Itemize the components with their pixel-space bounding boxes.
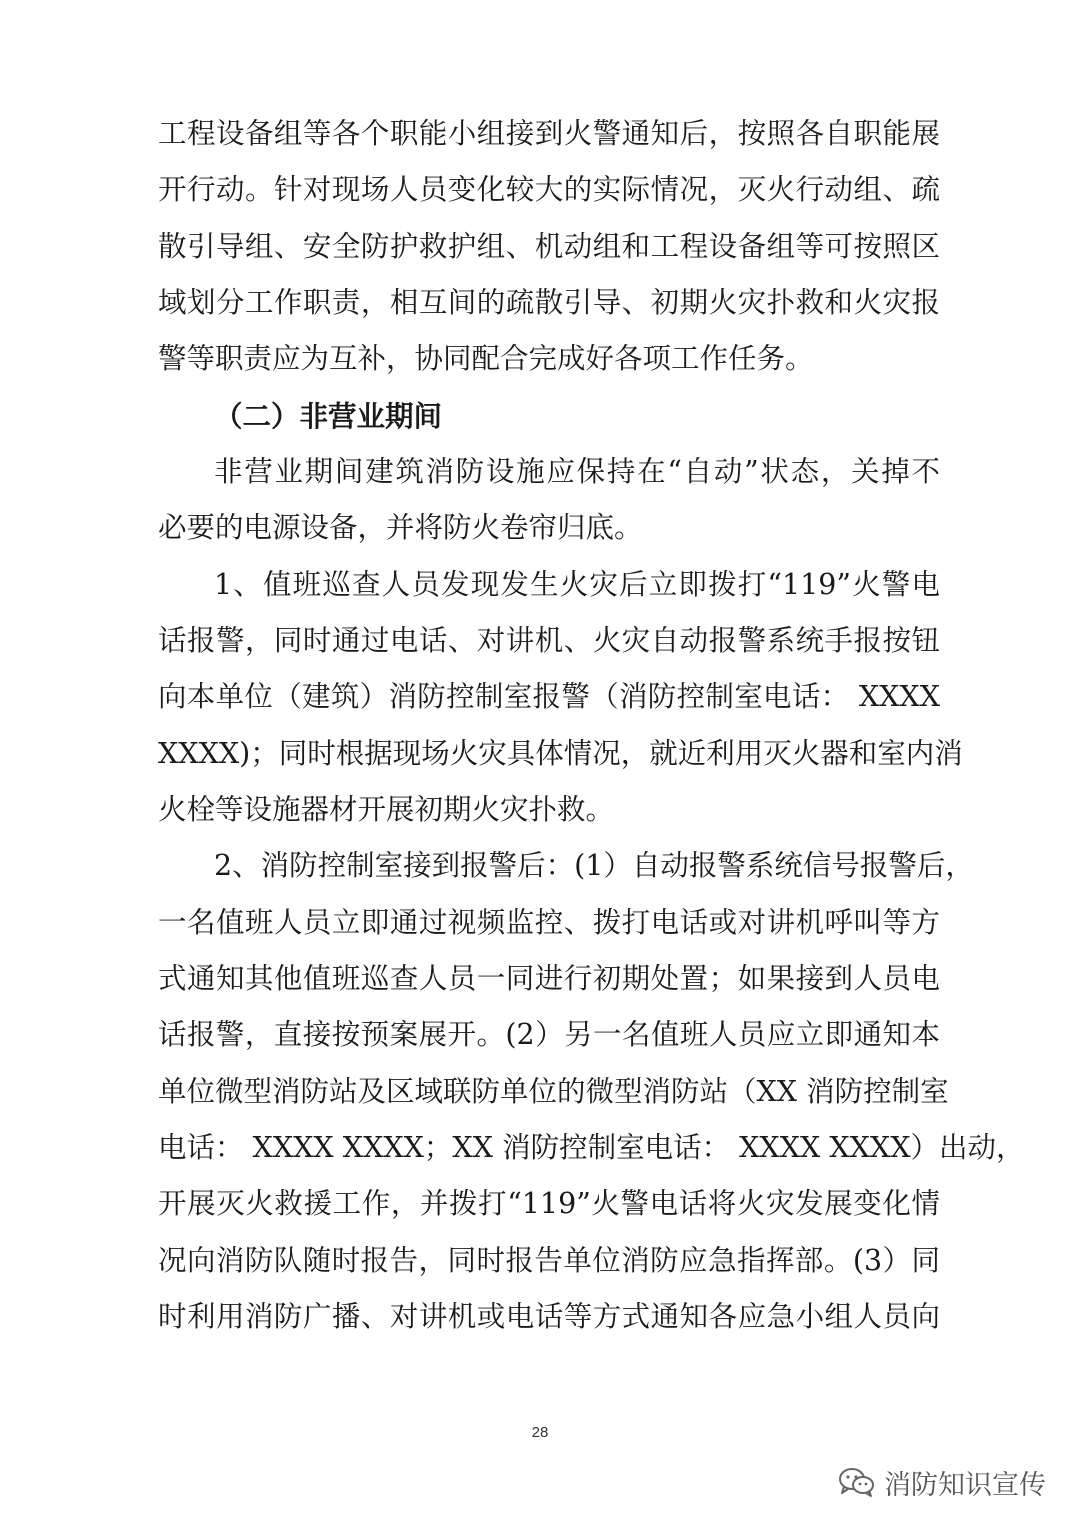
body-line: 电话： XXXX XXXX；XX 消防控制室电话： XXXX XXXX）出动， — [158, 1131, 1025, 1164]
body-line: 单位微型消防站及区域联防单位的微型消防站（XX 消防控制室 — [158, 1075, 949, 1108]
page-number: 28 — [531, 1424, 549, 1441]
body-line: 工程设备组等各个职能小组接到火警通知后，按照各自职能展 — [158, 117, 940, 150]
body-line: 警等职责应为互补，协同配合完成好各项工作任务。 — [158, 342, 814, 375]
watermark — [838, 1462, 1046, 1502]
body-line: 非营业期间建筑消防设施应保持在“自动”状态，关掉不 — [214, 455, 940, 488]
body-line: 开行动。针对现场人员变化较大的实际情况，灭火行动组、疏 — [158, 173, 940, 206]
body-line: 式通知其他值班巡查人员一同进行初期处置；如果接到人员电 — [158, 962, 940, 995]
wechat-icon — [838, 1466, 876, 1498]
body-line: 开展灭火救援工作，并拨打“119”火警电话将火灾发展变化情 — [158, 1187, 940, 1220]
body-line: 一名值班人员立即通过视频监控、拨打电话或对讲机呼叫等方 — [158, 906, 940, 939]
body-line: XXXX)；同时根据现场火灾具体情况，就近利用灭火器和室内消 — [158, 737, 963, 770]
body-line: 2、消防控制室接到报警后：(1）自动报警系统信号报警后， — [214, 849, 974, 882]
body-line: 时利用消防广播、对讲机或电话等方式通知各应急小组人员向 — [158, 1300, 940, 1333]
body-line: 火栓等设施器材开展初期火灾扑救。 — [158, 793, 615, 826]
body-line: 1、值班巡查人员发现发生火灾后立即拨打“119”火警电 — [214, 568, 940, 601]
body-line: 向本单位（建筑）消防控制室报警（消防控制室电话： XXXX — [158, 680, 940, 713]
body-line: 散引导组、安全防护救护组、机动组和工程设备组等可按照区 — [158, 230, 940, 263]
section-heading: （二）非营业期间 — [214, 399, 443, 433]
body-line: 况向消防队随时报告，同时报告单位消防应急指挥部。(3）同 — [158, 1244, 940, 1277]
watermark-text: 消防知识宣传 — [884, 1469, 1046, 1501]
body-line: 话报警，同时通过电话、对讲机、火灾自动报警系统手报按钮 — [158, 624, 940, 657]
body-line: 必要的电源设备，并将防火卷帘归底。 — [158, 511, 643, 544]
body-line: 话报警，直接按预案展开。(2）另一名值班人员应立即通知本 — [158, 1018, 940, 1051]
body-line: 域划分工作职责，相互间的疏散引导、初期火灾扑救和火灾报 — [158, 286, 940, 319]
